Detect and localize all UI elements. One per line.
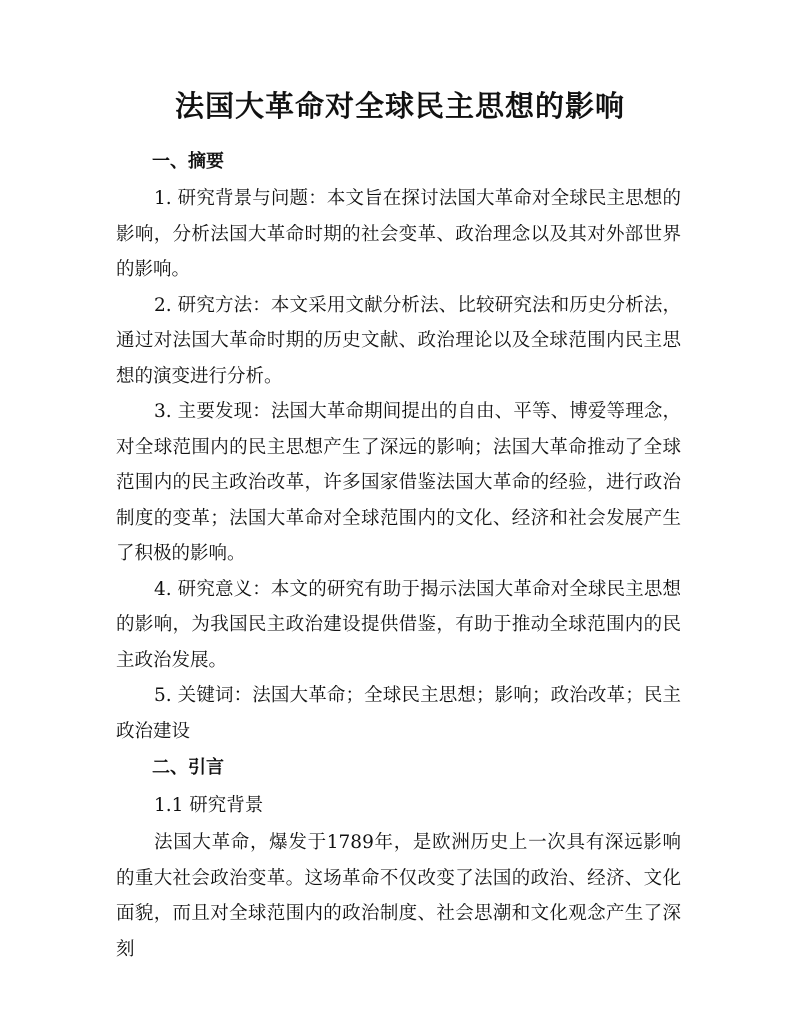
abstract-item-4: 4. 研究意义：本文的研究有助于揭示法国大革命对全球民主思想的影响，为我国民主政治建设提供借鉴，有助于推动全球范围内的民主政治发展。 [116, 578, 681, 671]
document-title: 法国大革命对全球民主思想的影响 [174, 89, 625, 123]
background-paragraph: 法国大革命，爆发于1789年，是欧洲历史上一次具有深远影响的重大社会政治变革。这场革命不仅改变了法国的政治、经济、文化面貌，而且对全球范围内的政治制度、社会思潮和文化观念产生了深刻 [116, 832, 681, 960]
section-heading-introduction: 二、引言 [152, 757, 224, 778]
abstract-item-5: 5. 关键词：法国大革命；全球民主思想；影响；政治改革；民主政治建设 [116, 685, 681, 742]
abstract-item-3: 3. 主要发现：法国大革命期间提出的自由、平等、博爱等理念，对全球范围内的民主思想产生了深远的影响；法国大革命推动了全球范围内的民主政治改革，许多国家借鉴法国大革命的经验，进行政治制度的变革；法国大革命对全球范围内的文化、经济和社会发展产生了积极的影响。 [116, 401, 681, 564]
section-heading-abstract: 一、摘要 [152, 151, 224, 172]
subsection-heading-background: 1.1 研究背景 [154, 795, 264, 816]
abstract-item-1: 1. 研究背景与问题：本文旨在探讨法国大革命对全球民主思想的影响，分析法国大革命时期的社会变革、政治理念以及其对外部世界的影响。 [116, 188, 681, 280]
abstract-item-2: 2. 研究方法：本文采用文献分析法、比较研究法和历史分析法，通过对法国大革命时期的历史文献、政治理论以及全球范围内民主思想的演变进行分析。 [116, 294, 681, 387]
document-body [116, 143, 681, 967]
